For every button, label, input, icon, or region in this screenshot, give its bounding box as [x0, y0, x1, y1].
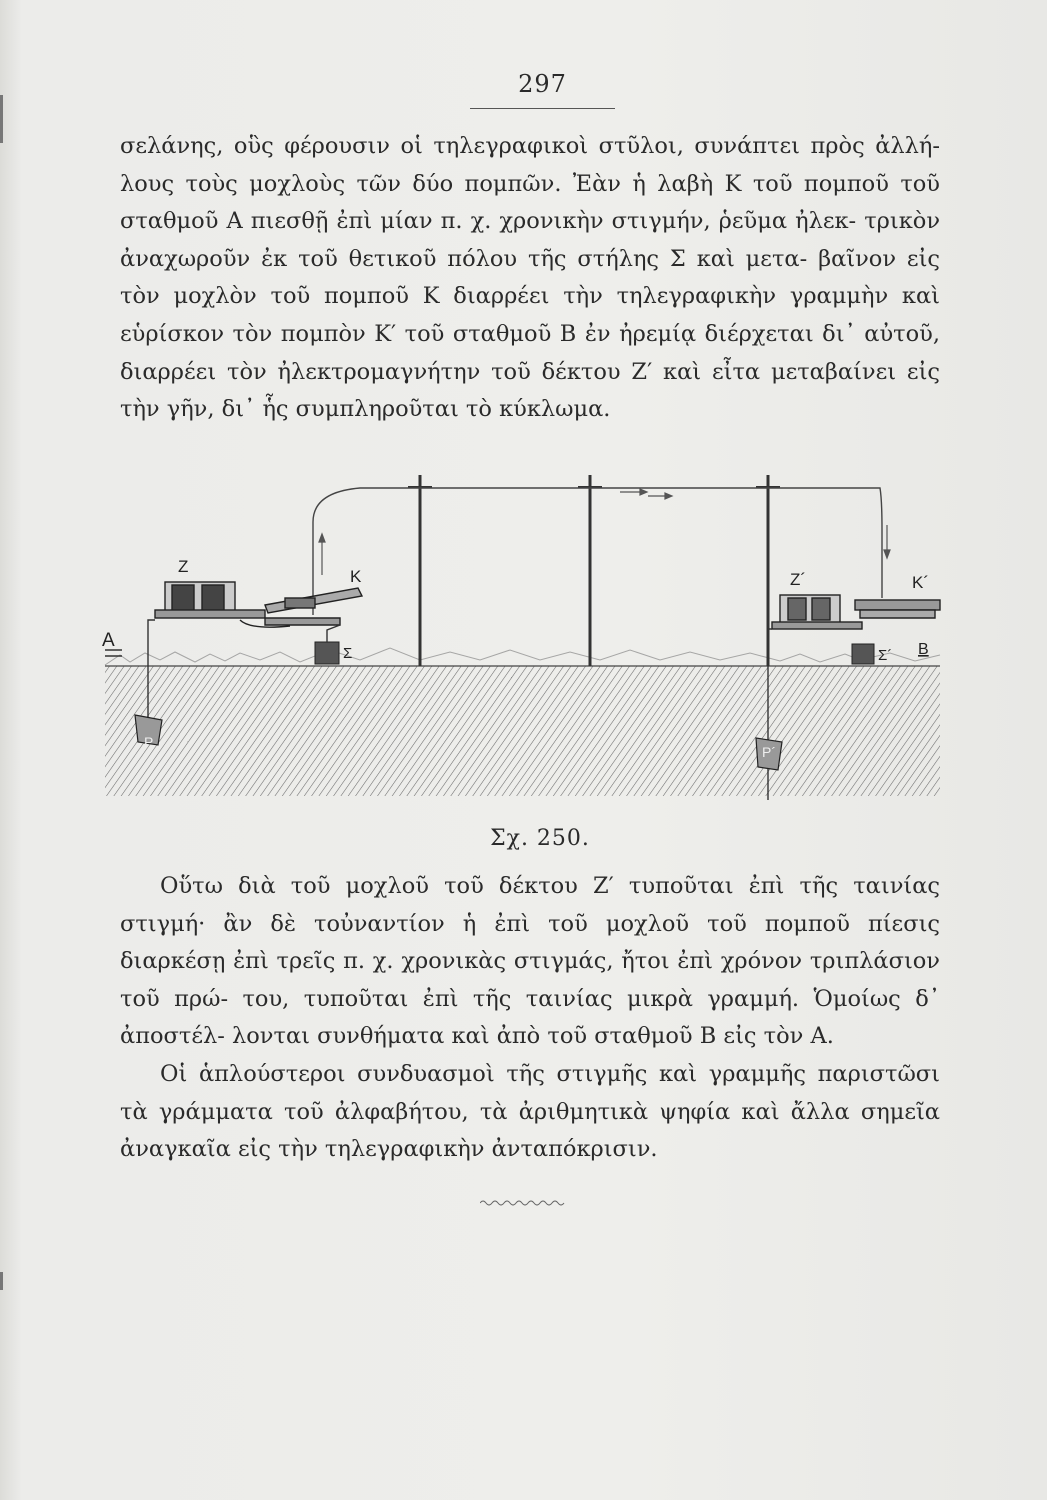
key-k-prime-apparatus [855, 600, 940, 618]
page-number: 297 [518, 70, 567, 98]
left-edge-mark [0, 95, 3, 143]
label-z-prime: Z´ [790, 570, 807, 589]
telegraph-poles [420, 475, 768, 666]
left-edge-mark [0, 1272, 3, 1290]
current-arrows [319, 489, 890, 575]
label-sigma-prime: Σ´ [878, 647, 893, 664]
paragraph-continuation: σελάνης, οὓς φέρουσιν οἱ τηλεγραφικοὶ στῦλοι, συνάπτει πρὸς ἀλλή- λους τοὺς μοχλοὺς τῶν δύο πομπῶν. Ἐὰν ἡ λαβὴ Κ τοῦ πομποῦ τοῦ σταθμοῦ Α πιεσθῇ ἐπὶ μίαν π. χ. χρονικὴν στιγμήν, ῥεῦμα ἠλεκ- τρικὸν ἀναχωροῦν ἐκ τοῦ θετικοῦ πόλου τῆς στήλης Σ καὶ μετα- βαῖνον εἰς τὸν μοχλὸν τοῦ πομποῦ Κ διαρρέει τὴν τηλεγραφικὴν γραμμὴν καὶ εὑρίσκον τὸν πομπὸν Κ′ τοῦ σταθμοῦ Β ἐν ἠρεμίᾳ διέρχεται δι᾽ αὐτοῦ, διαρρέει τὸν ἠλεκτρομαγνήτην τοῦ δέκτου Ζ′ καὶ εἶτα μεταβαίνει εἰς τὴν γῆν, δι᾽ ἧς συμπληροῦται τὸ κύκλωμα. [120, 133, 940, 423]
header-rule [470, 108, 615, 109]
end-ornament [480, 1198, 565, 1208]
telegraph-figure [100, 470, 945, 830]
key-k-apparatus [240, 588, 362, 627]
figure-caption: Σχ. 250. [490, 826, 590, 851]
label-sigma: Σ [343, 645, 353, 662]
label-k: K [350, 567, 362, 586]
label-earth-a: P [144, 734, 154, 750]
text-body-continued [120, 868, 940, 1169]
battery-sigma-prime [852, 644, 874, 664]
receiver-z-prime-apparatus [772, 595, 862, 629]
label-k-prime: K´ [912, 573, 929, 592]
telegraph-diagram [100, 470, 945, 830]
label-station-a: A [102, 630, 115, 651]
paragraph-3: Οἱ ἁπλούστεροι συνδυασμοὶ τῆς στιγμῆς καὶ γραμμῆς παριστῶσι τὰ γράμματα τοῦ ἀλφαβήτου, τὰ ἀριθμητικὰ ψηφία καὶ ἄλλα σημεῖα ἀναγκαῖα εἰς τὴν τηλεγραφικὴν ἀνταπόκρισιν. [120, 1060, 940, 1163]
battery-sigma [315, 642, 339, 664]
paragraph-2: Οὕτω διὰ τοῦ μοχλοῦ τοῦ δέκτου Ζ′ τυποῦται ἐπὶ τῆς ταινίας στιγμή· ἂν δὲ τοὐναντίον ἡ ἐπὶ τοῦ μοχλοῦ τοῦ πομποῦ πίεσις διαρκέσῃ ἐπὶ τρεῖς π. χ. χρονικὰς στιγμάς, ἤτοι ἐπὶ χρόνον τριπλάσιον τοῦ πρώ- του, τυποῦται ἐπὶ τῆς ταινίας μικρὰ γραμμή. Ὁμοίως δ᾽ ἀποστέλ- λονται συνθήματα καὶ ἀπὸ τοῦ σταθμοῦ Β εἰς τὸν Α. [120, 873, 940, 1050]
ground-grass [105, 648, 940, 665]
label-earth-b: P´ [762, 744, 776, 760]
label-station-b: B [918, 641, 929, 658]
label-z: Z [178, 557, 189, 576]
earth-section [105, 666, 940, 796]
receiver-z-apparatus [155, 582, 265, 618]
